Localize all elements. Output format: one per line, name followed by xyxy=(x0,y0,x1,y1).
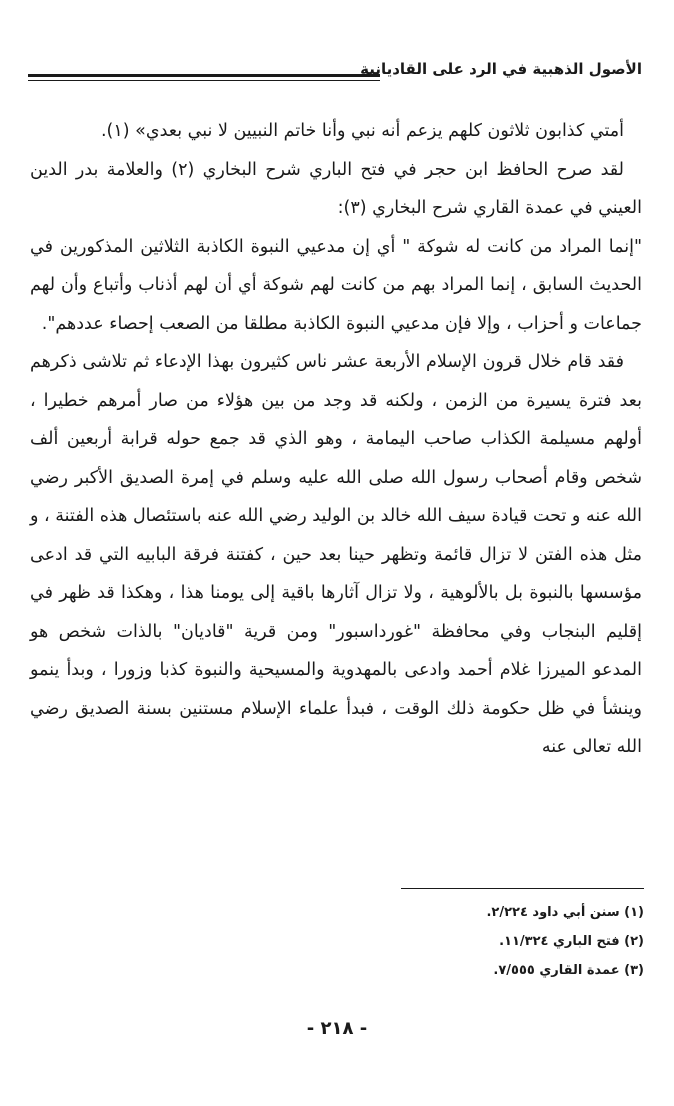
footnote: (١) سنن أبي داود ٢/٢٢٤. xyxy=(486,905,644,920)
paragraph: أمتي كذابون ثلاثون كلهم يزعم أنه نبي وأنا خاتم النبيين لا نبي بعدي» (١). xyxy=(100,121,624,141)
footnote-separator xyxy=(401,888,644,889)
running-title: الأصول الذهبية في الرد على القاديانية xyxy=(360,60,642,78)
paragraph: فقد قام خلال قرون الإسلام الأربعة عشر ناس كثيرون بهذا الإدعاء ثم تلاشى ذكرهم بعد فترة يسيرة من الزمن ، ولكنه قد وجد من بين هؤلاء من صار أمرهم خطيرا ، أولهم مسيلمة الكذاب صاحب اليمامة ، وهو الذي قد جمع حوله قرابة أربعين ألف شخص وقام أصحاب رسول الله صلى الله عليه وسلم في إمرة الصديق الأكبر رضي الله عنه و تحت قيادة سيف الله خالد بن الوليد رضي الله عنه باستئصال هذه الفتنة ، و مثل هذه الفتن لا تزال قائمة وتظهر حينا بعد حين ، كفتنة فرقة البابيه التي قد ادعى مؤسسها بالنبوة بل بالألوهية ، ولا تزال آثارها باقية إلى يومنا هذا ، وهكذا قد ظهر في إقليم البنجاب وفي محافظة "غورداسبور" ومن قرية "قاديان" بالذات شخص هو المدعو الميرزا غلام أحمد وادعى بالمهدوية والمسيحية والنبوة كذبا وزورا ، وبدأ ينمو وينشأ في ظل حكومة ذلك الوقت ، فبدأ علماء الإسلام مستنين بسنة الصديق رضي الله تعالى عنه xyxy=(30,352,642,757)
quote-paragraph: "إنما المراد من كانت له شوكة " أي إن مدعيي النبوة الكاذبة الثلاثين المذكورين في الحديث السابق ، إنما المراد بهم من كانت لهم شوكة أي أن لهم أذناب وأتباع وأن لهم جماعات و أحزاب ، وإلا فإن مدعيي النبوة الكاذبة مطلقا من الصعب إحصاء عددهم". xyxy=(30,236,642,334)
running-header xyxy=(28,58,642,88)
footnotes xyxy=(44,898,644,985)
paragraph: لقد صرح الحافظ ابن حجر في فتح الباري شرح البخاري (٢) والعلامة بدر الدين العيني في عمدة القاري شرح البخاري (٣): xyxy=(30,159,642,218)
footnote: (٣) عمدة القاري ٧/٥٥٥. xyxy=(493,963,644,978)
page-number: - ٢١٨ - xyxy=(306,1018,368,1039)
main-text xyxy=(30,112,642,767)
footnote: (٢) فتح الباري ١١/٣٢٤. xyxy=(499,934,644,949)
header-rule xyxy=(28,74,380,77)
